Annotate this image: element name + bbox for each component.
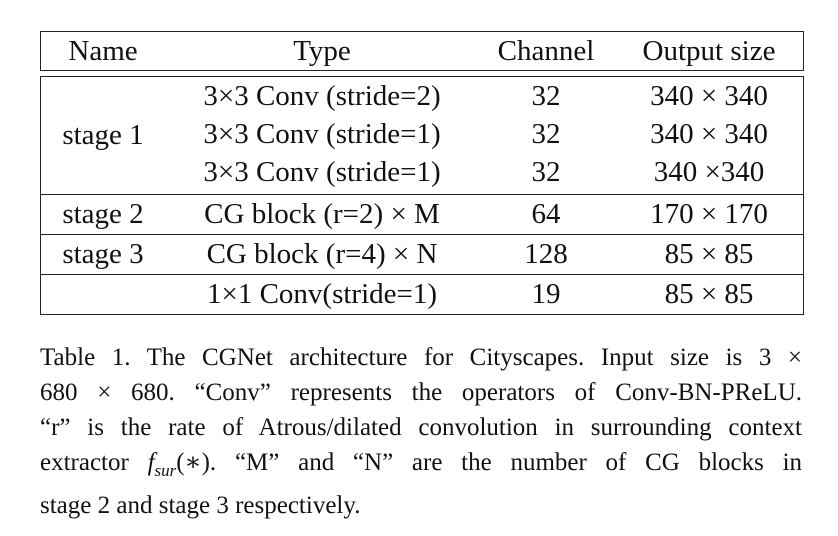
stage2-section (40, 195, 804, 235)
channel-cell: 32 (531, 80, 561, 112)
channel-cell: 64 (531, 198, 561, 230)
type-cell: 1×1 Conv(stride=1) (206, 278, 438, 310)
final-section (40, 275, 804, 315)
caption-line: “r” is the rate of Atrous/dilated convolution in surrounding context (40, 414, 802, 441)
caption-line-formula (40, 445, 802, 488)
output-cell: 85 × 85 (664, 238, 754, 270)
fsur-symbol (147, 449, 177, 480)
table-row (41, 153, 803, 191)
stage2-name: stage 2 (62, 198, 144, 230)
type-cell: CG block (r=2) × M (204, 198, 440, 230)
table-row (41, 115, 803, 153)
table-caption (40, 340, 802, 523)
table-row (41, 77, 803, 115)
header-output-size: Output size (642, 35, 776, 67)
table-header (40, 31, 804, 71)
channel-cell: 19 (531, 278, 561, 310)
channel-cell: 32 (531, 156, 561, 188)
output-cell: 85 × 85 (664, 278, 754, 310)
type-cell: 3×3 Conv (stride=1) (203, 118, 441, 150)
caption-line: stage 2 and stage 3 respectively. (40, 492, 361, 519)
architecture-table (40, 31, 804, 315)
header-name: Name (68, 35, 138, 67)
stage3-name: stage 3 (62, 238, 144, 270)
output-cell: 170 × 170 (650, 198, 768, 230)
caption-line: Table 1. The CGNet architecture for Cityscapes. Input size is 3 × (40, 344, 802, 371)
type-cell: 3×3 Conv (stride=2) (203, 80, 441, 112)
output-cell: 340 × 340 (650, 80, 768, 112)
fsur-base: f (147, 449, 155, 476)
stage1-section (40, 76, 804, 195)
header-type: Type (293, 35, 351, 67)
type-cell: 3×3 Conv (stride=1) (203, 156, 441, 188)
channel-cell: 32 (531, 118, 561, 150)
fsur-subscript: sur (154, 461, 177, 480)
fsur-argument: (∗). (176, 449, 217, 476)
stage3-section (40, 235, 804, 275)
type-cell: CG block (r=4) × N (206, 238, 438, 270)
output-cell: 340 × 340 (650, 118, 768, 150)
caption-text: extractor (40, 449, 129, 476)
output-cell: 340 ×340 (653, 156, 765, 188)
caption-text: “M” and “N” are the number of CG blocks in (234, 449, 803, 476)
channel-cell: 128 (524, 238, 568, 270)
caption-line: 680 × 680. “Conv” represents the operators of Conv-BN-PReLU. (40, 379, 802, 406)
header-channel: Channel (497, 35, 595, 67)
stage1-name: stage 1 (62, 119, 144, 151)
